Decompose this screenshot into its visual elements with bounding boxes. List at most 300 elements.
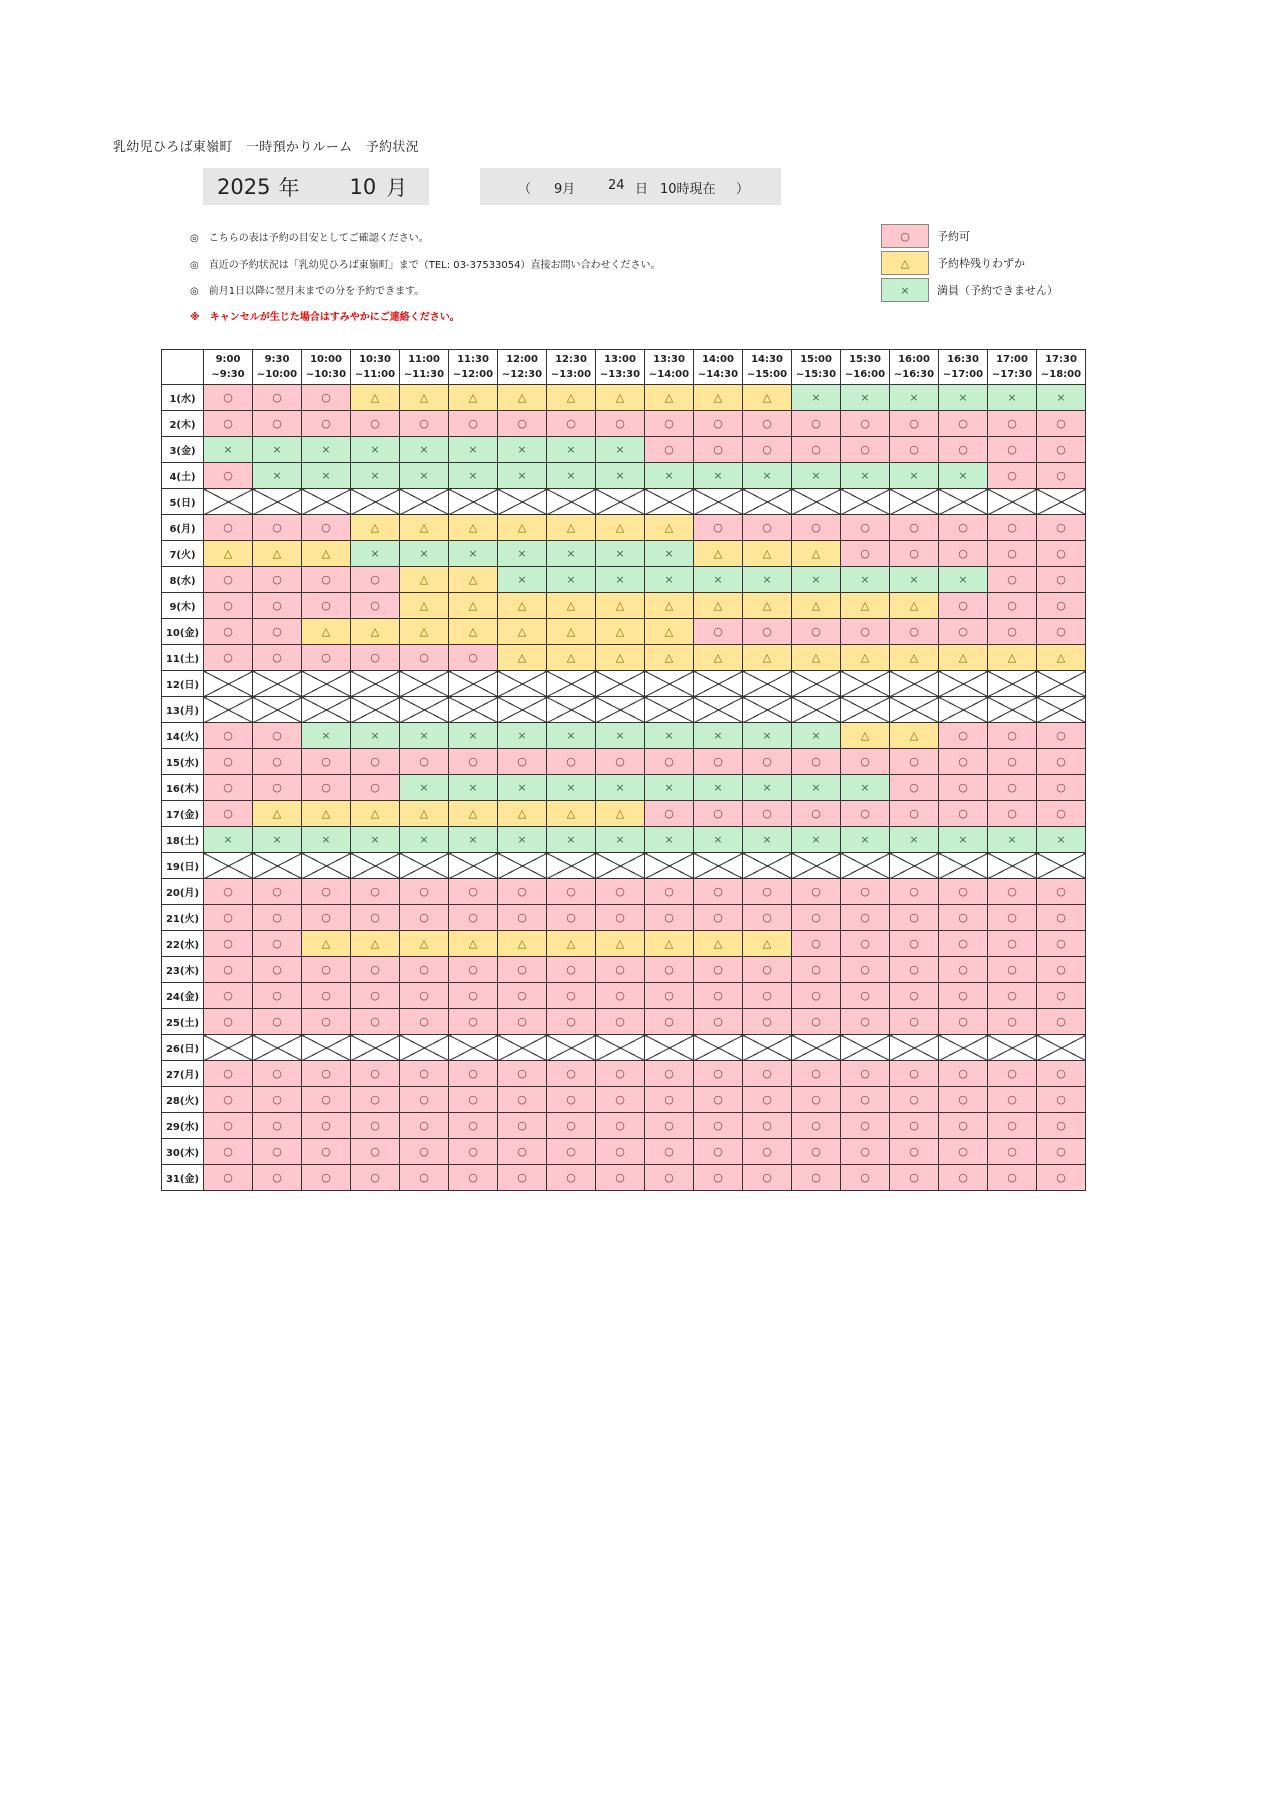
slot-status-cell: ○ [596,983,645,1009]
slot-status-cell: × [596,541,645,567]
slot-status-cell: ○ [988,463,1037,489]
day-label: 21(火) [162,905,204,931]
closed-cell [743,489,792,515]
slot-status-cell: ○ [547,1139,596,1165]
closed-cell [547,489,596,515]
slot-status-cell: ○ [694,1165,743,1191]
slot-status-cell: ○ [253,749,302,775]
closed-cell [890,697,939,723]
slot-status-cell: △ [841,723,890,749]
slot-status-cell: ○ [890,619,939,645]
as-of-day-label: 日 [635,182,649,197]
slot-status-cell: △ [351,515,400,541]
slot-status-cell: ○ [1037,1113,1086,1139]
time-slot-start: 10:30 [359,354,391,365]
day-label: 31(金) [162,1165,204,1191]
slot-status-cell: △ [694,541,743,567]
slot-status-cell: ○ [988,515,1037,541]
slot-status-cell: ○ [596,1061,645,1087]
month-label: 月 [386,175,408,200]
day-label: 3(金) [162,437,204,463]
closed-cell [449,853,498,879]
slot-status-cell: ○ [449,1061,498,1087]
slot-status-cell: △ [547,385,596,411]
slot-status-cell: ○ [890,775,939,801]
slot-status-cell: ○ [351,749,400,775]
slot-status-cell: × [645,541,694,567]
closed-cell [939,1035,988,1061]
slot-status-cell: △ [645,515,694,541]
cancel-note: ※ キャンセルが生じた場合はすみやかにご連絡ください。 [190,312,460,323]
day-label: 6(月) [162,515,204,541]
slot-status-cell: ○ [694,619,743,645]
slot-status-cell: △ [743,593,792,619]
slot-status-cell: ○ [841,1061,890,1087]
day-label: 25(土) [162,1009,204,1035]
closed-cell [400,697,449,723]
closed-cell [988,489,1037,515]
slot-status-cell: ○ [645,983,694,1009]
slot-status-cell: ○ [743,879,792,905]
closed-cell [498,853,547,879]
time-slot-end: ~14:00 [648,369,690,380]
slot-status-cell: ○ [743,1087,792,1113]
slot-status-cell: ○ [694,437,743,463]
slot-status-cell: ○ [498,749,547,775]
slot-status-cell: × [498,567,547,593]
closed-cell [841,1035,890,1061]
slot-status-cell: ○ [498,411,547,437]
time-slot-end: ~10:30 [305,369,347,380]
slot-status-cell: × [1037,827,1086,853]
slot-status-cell: ○ [988,593,1037,619]
closed-cell [988,853,1037,879]
slot-status-cell: ○ [204,619,253,645]
slot-status-cell: ○ [547,1113,596,1139]
slot-status-cell: ○ [253,879,302,905]
slot-status-cell: ○ [841,1113,890,1139]
slot-status-cell: × [498,541,547,567]
slot-status-cell: ○ [449,905,498,931]
closed-cell [939,489,988,515]
slot-status-cell: × [645,827,694,853]
slot-status-cell: ○ [1037,567,1086,593]
day-label: 23(木) [162,957,204,983]
slot-status-cell: ○ [1037,437,1086,463]
slot-status-cell: ○ [792,879,841,905]
slot-status-cell: × [547,723,596,749]
closed-cell [547,697,596,723]
slot-status-cell: × [204,437,253,463]
day-label: 4(土) [162,463,204,489]
slot-status-cell: ○ [694,879,743,905]
as-of-close-paren: ） [736,182,750,197]
day-label: 9(木) [162,593,204,619]
slot-status-cell: ○ [841,801,890,827]
time-slot-end: ~13:30 [599,369,641,380]
closed-cell [1037,1035,1086,1061]
day-label: 13(月) [162,697,204,723]
slot-status-cell: × [547,437,596,463]
day-row [162,645,1086,671]
slot-status-cell: × [400,437,449,463]
slot-status-cell: ○ [547,1061,596,1087]
slot-status-cell: ○ [351,1139,400,1165]
slot-status-cell: △ [596,593,645,619]
slot-status-cell: ○ [841,541,890,567]
slot-status-cell: ○ [253,775,302,801]
slot-status-cell: ○ [792,801,841,827]
slot-status-cell: ○ [253,385,302,411]
time-slot-start: 11:30 [457,354,489,365]
day-label: 30(木) [162,1139,204,1165]
slot-status-cell: ○ [1037,541,1086,567]
slot-status-cell: ○ [253,957,302,983]
slot-status-cell: ○ [400,957,449,983]
time-slot-start: 17:00 [996,354,1028,365]
slot-status-cell: ○ [988,1009,1037,1035]
slot-status-cell: ○ [596,905,645,931]
closed-cell [743,853,792,879]
closed-cell [988,697,1037,723]
slot-status-cell: × [596,437,645,463]
slot-status-cell: ○ [547,957,596,983]
slot-status-cell: ○ [645,749,694,775]
slot-status-cell: ○ [253,1087,302,1113]
day-label: 24(金) [162,983,204,1009]
day-label: 12(日) [162,671,204,697]
closed-cell [596,853,645,879]
legend-item-full [881,277,1058,303]
slot-status-cell: ○ [351,1009,400,1035]
slot-status-cell: ○ [743,437,792,463]
slot-status-cell: △ [547,593,596,619]
slot-status-cell: ○ [1037,1139,1086,1165]
slot-status-cell: ○ [645,411,694,437]
slot-status-cell: ○ [302,749,351,775]
slot-status-cell: × [302,463,351,489]
slot-status-cell: × [743,827,792,853]
slot-status-cell: ○ [890,931,939,957]
time-slot-header [547,350,596,385]
slot-status-cell: ○ [302,905,351,931]
slot-status-cell: × [596,567,645,593]
slot-status-cell: ○ [253,1139,302,1165]
slot-status-cell: △ [743,541,792,567]
time-slot-start: 9:30 [264,354,290,365]
slot-status-cell: ○ [645,957,694,983]
slot-status-cell: ○ [841,983,890,1009]
time-slot-start: 15:30 [849,354,881,365]
slot-status-cell: ○ [988,541,1037,567]
slot-status-cell: ○ [988,879,1037,905]
slot-status-cell: ○ [204,645,253,671]
slot-status-cell: × [645,463,694,489]
day-row [162,411,1086,437]
day-label: 5(日) [162,489,204,515]
slot-status-cell: ○ [400,1061,449,1087]
closed-cell [400,853,449,879]
slot-status-cell: △ [449,567,498,593]
time-slot-header [253,350,302,385]
slot-status-cell: △ [449,385,498,411]
slot-status-cell: × [596,775,645,801]
closed-cell [253,489,302,515]
slot-status-cell: △ [498,801,547,827]
closed-cell [645,489,694,515]
slot-status-cell: ○ [400,1165,449,1191]
slot-status-cell: △ [547,515,596,541]
slot-status-cell: × [498,463,547,489]
slot-status-cell: △ [400,931,449,957]
time-slot-end: ~10:00 [256,369,298,380]
closed-cell [351,489,400,515]
day-label: 20(月) [162,879,204,905]
time-slot-header [939,350,988,385]
slot-status-cell: ○ [792,931,841,957]
slot-status-cell: △ [1037,645,1086,671]
slot-status-cell: ○ [890,515,939,541]
slot-status-cell: △ [792,593,841,619]
day-label: 15(水) [162,749,204,775]
slot-status-cell: ○ [841,879,890,905]
slot-status-cell: × [694,463,743,489]
slot-status-cell: ○ [302,385,351,411]
legend-label-full: 満員（予約できません） [937,284,1058,297]
slot-status-cell: ○ [302,1087,351,1113]
closed-cell [498,671,547,697]
slot-status-cell: ○ [645,1165,694,1191]
time-slot-start: 16:00 [898,354,930,365]
slot-status-cell: ○ [596,1113,645,1139]
slot-status-cell: ○ [988,437,1037,463]
closed-cell [694,1035,743,1061]
slot-status-cell: × [449,437,498,463]
slot-status-cell: ○ [694,515,743,541]
slot-status-cell: ○ [400,1113,449,1139]
slot-status-cell: △ [498,515,547,541]
slot-status-cell: × [351,827,400,853]
slot-status-cell: △ [596,619,645,645]
slot-status-cell: ○ [449,879,498,905]
month-value: 10 [349,174,377,199]
slot-status-cell: △ [694,593,743,619]
slot-status-cell: ○ [890,879,939,905]
slot-status-cell: △ [743,931,792,957]
closed-cell [449,489,498,515]
day-label: 16(木) [162,775,204,801]
slot-status-cell: ○ [792,1139,841,1165]
slot-status-cell: △ [302,931,351,957]
slot-status-cell: ○ [988,1087,1037,1113]
slot-status-cell: ○ [204,385,253,411]
slot-status-cell: ○ [939,749,988,775]
slot-status-cell: ○ [498,905,547,931]
slot-status-cell: △ [302,619,351,645]
closed-cell [596,1035,645,1061]
closed-cell [400,671,449,697]
slot-status-cell: △ [743,645,792,671]
time-slot-header [204,350,253,385]
time-slot-start: 12:30 [555,354,587,365]
slot-status-cell: ○ [351,645,400,671]
slot-status-cell: △ [498,385,547,411]
slot-status-cell: × [743,723,792,749]
slot-status-cell: ○ [988,1165,1037,1191]
slot-status-cell: ○ [890,1139,939,1165]
slot-status-cell: ○ [400,1139,449,1165]
slot-status-cell: ○ [449,411,498,437]
closed-cell [939,697,988,723]
slot-status-cell: ○ [939,593,988,619]
time-slot-start: 14:30 [751,354,783,365]
slot-status-cell: ○ [939,515,988,541]
slot-status-cell: ○ [400,1087,449,1113]
slot-status-cell: ○ [1037,1009,1086,1035]
slot-status-cell: × [351,723,400,749]
slot-status-cell: ○ [1037,905,1086,931]
slot-status-cell: △ [253,801,302,827]
day-row [162,697,1086,723]
slot-status-cell: ○ [792,749,841,775]
slot-status-cell: ○ [743,1165,792,1191]
slot-status-cell: × [694,723,743,749]
slot-status-cell: × [1037,385,1086,411]
slot-status-cell: × [400,775,449,801]
slot-status-cell: △ [841,645,890,671]
closed-cell [1037,697,1086,723]
time-slot-header [988,350,1037,385]
slot-status-cell: ○ [351,1087,400,1113]
slot-status-cell: ○ [400,411,449,437]
closed-cell [939,853,988,879]
slot-status-cell: △ [204,541,253,567]
slot-status-cell: △ [302,541,351,567]
slot-status-cell: ○ [694,1113,743,1139]
day-label: 10(金) [162,619,204,645]
time-slot-header [1037,350,1086,385]
closed-cell [645,671,694,697]
slot-status-cell: △ [694,645,743,671]
slot-status-cell: ○ [694,411,743,437]
slot-status-cell: ○ [743,905,792,931]
time-slot-start: 16:30 [947,354,979,365]
slot-status-cell: ○ [253,1113,302,1139]
day-label: 11(土) [162,645,204,671]
slot-status-cell: × [400,827,449,853]
closed-cell [547,671,596,697]
time-slot-end: ~13:00 [550,369,592,380]
slot-status-cell: ○ [204,749,253,775]
slot-status-cell: ○ [841,619,890,645]
slot-status-cell: △ [596,801,645,827]
slot-status-cell: ○ [547,411,596,437]
closed-cell [890,853,939,879]
slot-status-cell: △ [449,593,498,619]
closed-cell [792,853,841,879]
slot-status-cell: ○ [743,983,792,1009]
slot-status-cell: ○ [449,1009,498,1035]
day-row [162,385,1086,411]
reservation-table-body [162,385,1086,1191]
slot-status-cell: ○ [743,957,792,983]
closed-cell [694,489,743,515]
closed-cell [694,853,743,879]
day-label: 14(火) [162,723,204,749]
slot-status-cell: △ [645,645,694,671]
slot-status-cell: ○ [547,983,596,1009]
closed-cell [204,697,253,723]
day-row [162,619,1086,645]
slot-status-cell: ○ [400,879,449,905]
slot-status-cell: ○ [1037,775,1086,801]
slot-status-cell: ○ [939,1087,988,1113]
reservation-table [161,349,1086,1191]
slot-status-cell: ○ [596,1087,645,1113]
slot-status-cell: △ [400,593,449,619]
slot-status-cell: ○ [253,411,302,437]
slot-status-cell: ○ [302,593,351,619]
time-slot-start: 13:30 [653,354,685,365]
note-2: ◎ 直近の予約状況は「乳幼児ひろば東嶺町」まで（TEL: 03-37533054）直接お問い合わせください。 [190,260,661,271]
slot-status-cell: ○ [253,619,302,645]
slot-status-cell: ○ [939,437,988,463]
slot-status-cell: ○ [645,1009,694,1035]
slot-status-cell: ○ [988,957,1037,983]
slot-status-cell: ○ [792,957,841,983]
slot-status-cell: × [988,827,1037,853]
slot-status-cell: △ [596,515,645,541]
slot-status-cell: ○ [890,749,939,775]
day-row [162,775,1086,801]
closed-cell [1037,489,1086,515]
closed-cell [204,489,253,515]
slot-status-cell: △ [449,515,498,541]
slot-status-cell: ○ [792,1087,841,1113]
day-label: 29(水) [162,1113,204,1139]
slot-status-cell: × [890,463,939,489]
time-slot-end: ~12:30 [501,369,543,380]
day-label: 7(火) [162,541,204,567]
slot-status-cell: △ [841,593,890,619]
day-row [162,463,1086,489]
time-slot-header [400,350,449,385]
time-slot-start: 10:00 [310,354,342,365]
slot-status-cell: ○ [498,983,547,1009]
slot-status-cell: ○ [988,1139,1037,1165]
slot-status-cell: △ [547,931,596,957]
slot-status-cell: ○ [694,1139,743,1165]
day-label: 8(水) [162,567,204,593]
slot-status-cell: × [694,827,743,853]
slot-status-cell: ○ [351,775,400,801]
slot-status-cell: ○ [792,515,841,541]
slot-status-cell: ○ [939,775,988,801]
slot-status-cell: × [449,463,498,489]
slot-status-cell: ○ [890,1061,939,1087]
slot-status-cell: ○ [449,1087,498,1113]
slot-status-cell: × [792,567,841,593]
slot-status-cell: ○ [792,983,841,1009]
slot-status-cell: × [253,827,302,853]
slot-status-cell: × [351,437,400,463]
slot-status-cell: ○ [351,567,400,593]
closed-cell [890,489,939,515]
slot-status-cell: ○ [1037,957,1086,983]
closed-cell [351,697,400,723]
closed-cell [498,1035,547,1061]
slot-status-cell: ○ [645,1113,694,1139]
